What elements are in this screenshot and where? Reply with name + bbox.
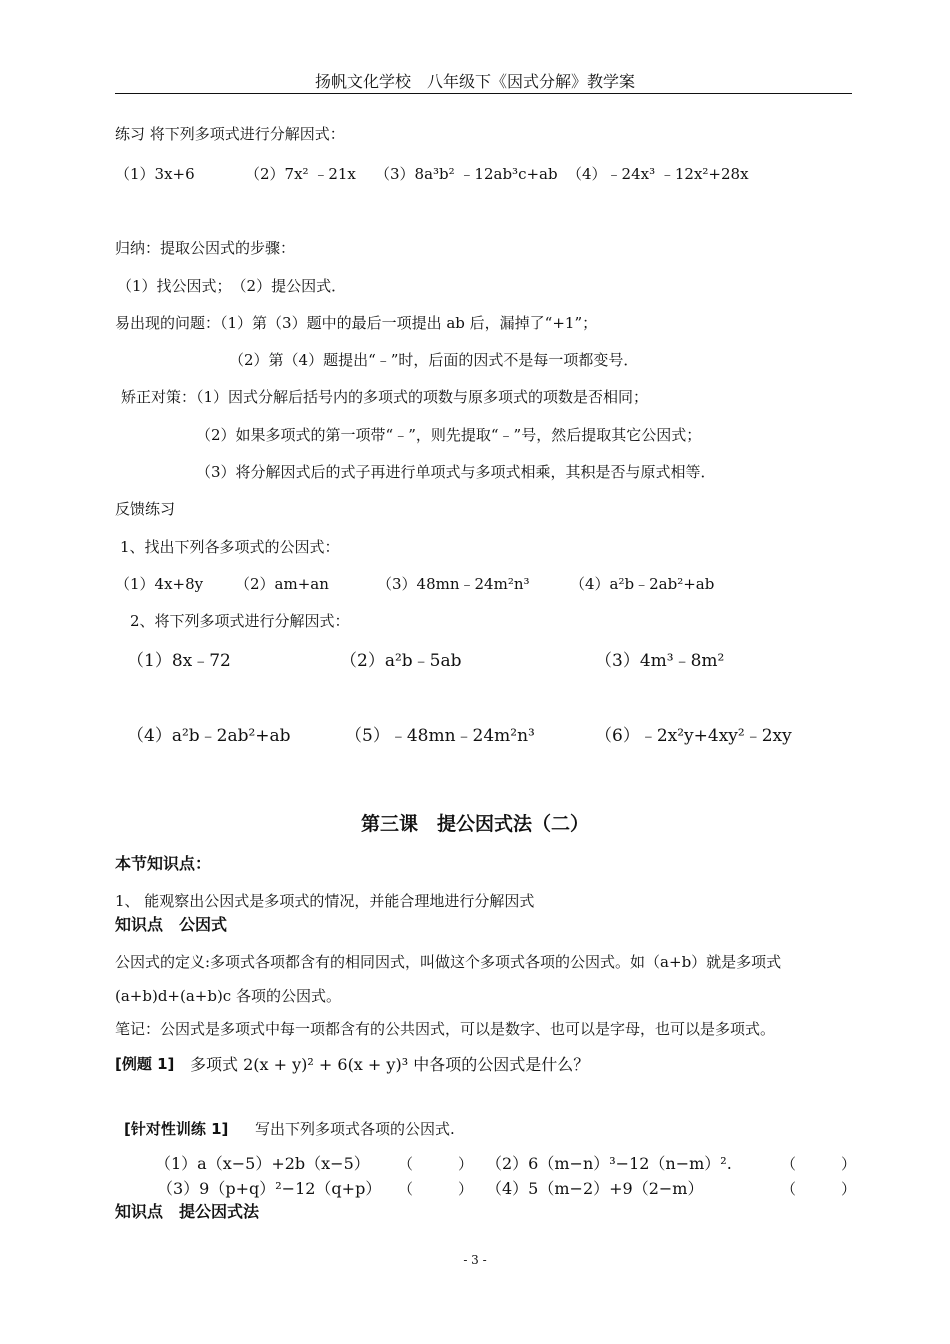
answer-blank-4[interactable]: （ ） — [781, 1180, 857, 1198]
summary-title: 归纳：提取公因式的步骤： — [115, 239, 296, 257]
summary-steps: （1）找公因式； （2）提公因式． — [117, 277, 347, 295]
training-item-2: （2）6（m−n）³−12（n−m）². — [486, 1154, 732, 1173]
practice-label: 练习 将下列多项式进行分解因式： — [115, 125, 345, 143]
feedback-q1-item-1: （1）4x+8y — [115, 575, 204, 593]
training-item-4: （4）5（m−2）+9（2−m） — [486, 1179, 704, 1198]
practice-item-2: （2）7x² ﹣21x — [245, 165, 356, 183]
feedback-q2-item-6: （6）﹣2x²y+4xy²﹣2xy — [595, 726, 792, 746]
feedback-q2-item-3: （3）4m³﹣8m² — [595, 651, 725, 671]
feedback-q1-item-4: （4）a²b﹣2ab²+ab — [570, 575, 715, 593]
feedback-q2-item-2: （2）a²b﹣5ab — [340, 651, 462, 671]
summary-problem-1: 易出现的问题：（1）第（3）题中的最后一项提出 ab 后，漏掉了“+1”； — [115, 314, 598, 332]
note: 笔记：公因式是多项式中每一项都含有的公共因式，可以是数字、也可以是字母，也可以是多项式。 — [115, 1020, 776, 1038]
page-number: - 3 - — [463, 1253, 487, 1267]
practice-item-4: （4）﹣24x³ ﹣12x²+28x — [567, 165, 749, 183]
training-text: 写出下列多项式各项的公因式. — [255, 1120, 455, 1138]
example-label: [例题 1] — [115, 1055, 175, 1073]
definition-line-1: 公因式的定义:多项式各项都含有的相同因式，叫做这个多项式各项的公因式。如（a+b）就是多项式 — [115, 953, 782, 971]
definition-line-2: (a+b)d+(a+b)c 各项的公因式。 — [115, 987, 341, 1005]
summary-problem-2: （2）第（4）题提出“﹣”时，后面的因式不是每一项都变号． — [229, 351, 639, 369]
feedback-title: 反馈练习 — [115, 500, 176, 518]
answer-blank-3[interactable]: （ ） — [398, 1180, 474, 1198]
feedback-q1-item-2: （2）am+an — [235, 575, 329, 593]
feedback-q2-item-1: （1）8x﹣72 — [127, 651, 231, 671]
answer-blank-2[interactable]: （ ） — [781, 1155, 857, 1173]
practice-item-3: （3）8a³b² ﹣12ab³c+ab — [375, 165, 558, 183]
training-label: [针对性训练 1] — [124, 1120, 229, 1138]
feedback-q2-item-5: （5）﹣48mn﹣24m²n³ — [345, 726, 535, 746]
training-item-1: （1）a（x−5）+2b（x−5） — [155, 1154, 370, 1173]
example-text: 多项式 2(x + y)² + 6(x + y)³ 中各项的公因式是什么？ — [190, 1055, 590, 1074]
lesson-goal: 1、 能观察出公因式是多项式的情况，并能合理地进行分解因式 — [115, 892, 535, 910]
knowledge-point-2-heading: 知识点 提公因式法 — [115, 1202, 260, 1221]
feedback-q2-item-4: （4）a²b﹣2ab²+ab — [127, 726, 291, 746]
feedback-q1: 1、找出下列各多项式的公因式： — [120, 538, 340, 556]
knowledge-heading: 本节知识点： — [115, 854, 212, 873]
header-rule — [115, 93, 852, 94]
feedback-q2: 2、将下列多项式进行分解因式： — [130, 612, 350, 630]
answer-blank-1[interactable]: （ ） — [398, 1155, 474, 1173]
summary-fix-1: 矫正对策：（1）因式分解后括号内的多项式的项数与原多项式的项数是否相同； — [121, 388, 649, 406]
feedback-q1-item-3: （3）48mn﹣24m²n³ — [377, 575, 530, 593]
knowledge-point-1-heading: 知识点 公因式 — [115, 915, 228, 934]
training-item-3: （3）9（p+q）²−12（q+p） — [157, 1179, 382, 1198]
practice-item-1: （1）3x+6 — [115, 165, 195, 183]
summary-fix-2: （2）如果多项式的第一项带“﹣”，则先提取“﹣”号，然后提取其它公因式； — [196, 426, 702, 444]
summary-fix-3: （3）将分解因式后的式子再进行单项式与多项式相乘，其积是否与原式相等． — [196, 463, 716, 481]
page-header: 扬帆文化学校 八年级下《因式分解》教学案 — [314, 72, 635, 91]
lesson-title: 第三课 提公因式法（二） — [360, 813, 589, 835]
